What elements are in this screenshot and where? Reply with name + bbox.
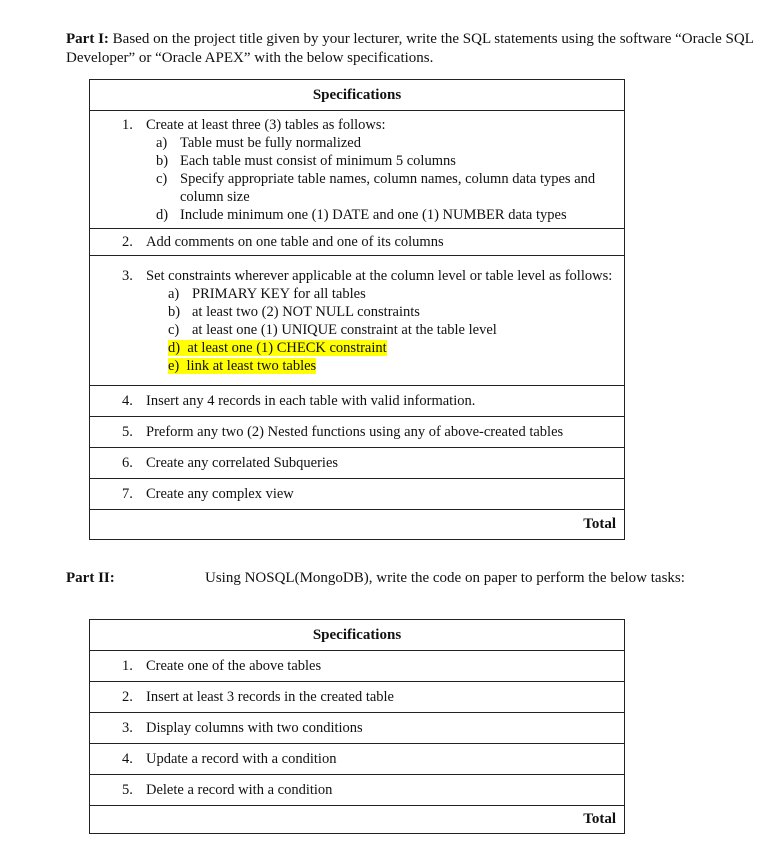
table-row bbox=[90, 479, 625, 510]
total-label: Total bbox=[90, 510, 625, 540]
item-text: Add comments on one table and one of its columns bbox=[146, 234, 444, 250]
specifications-header: Specifications bbox=[90, 620, 625, 651]
item-number: 2. bbox=[122, 689, 133, 705]
total-label: Total bbox=[90, 806, 625, 834]
sub-item: c) at least one (1) UNIQUE constraint at the table level bbox=[168, 321, 497, 338]
sub-item: a) PRIMARY KEY for all tables bbox=[168, 285, 366, 302]
table-row bbox=[90, 111, 625, 229]
part2-label: Part II: bbox=[66, 570, 115, 586]
spec-item-5 bbox=[90, 781, 624, 799]
item-number: 3. bbox=[122, 720, 133, 736]
spec-item-3 bbox=[90, 267, 624, 375]
item-text: Set constraints wherever applicable at the column level or table level as follows: bbox=[146, 267, 613, 284]
spec-item-4 bbox=[90, 392, 624, 410]
item-number: 4. bbox=[122, 393, 133, 409]
item-number: 5. bbox=[122, 424, 133, 440]
table-row bbox=[90, 651, 625, 682]
item-number: 7. bbox=[122, 486, 133, 502]
part1-spec-table bbox=[89, 79, 625, 540]
part1-intro-text: Based on the project title given by your lecturer, write the SQL statements using the software “Oracle SQL Developer” or “Oracle APEX” with the below specifications. bbox=[66, 31, 754, 66]
spec-item-2 bbox=[90, 688, 624, 706]
table-row bbox=[90, 256, 625, 386]
sub-item: b) at least two (2) NOT NULL constraints bbox=[168, 303, 420, 320]
sub-item-highlighted: d) at least one (1) CHECK constraint bbox=[168, 339, 387, 356]
table-row bbox=[90, 775, 625, 806]
item-text: Create one of the above tables bbox=[146, 658, 322, 674]
item-number: 1. bbox=[122, 116, 133, 133]
item-number: 4. bbox=[122, 751, 133, 767]
table-row bbox=[90, 744, 625, 775]
spec-item-5 bbox=[90, 423, 624, 441]
table-header-row bbox=[90, 80, 625, 111]
item-text: Display columns with two conditions bbox=[146, 720, 363, 736]
item-text: Delete a record with a condition bbox=[146, 782, 333, 798]
specifications-header: Specifications bbox=[90, 80, 625, 111]
total-row bbox=[90, 806, 625, 834]
spec-item-4 bbox=[90, 750, 624, 768]
sub-item-highlighted: e) link at least two tables bbox=[168, 357, 317, 374]
table-row bbox=[90, 229, 625, 256]
sub-item: a) Table must be fully normalized bbox=[156, 134, 361, 151]
table-row bbox=[90, 417, 625, 448]
spec-item-7 bbox=[90, 485, 624, 503]
spec-item-2 bbox=[90, 233, 624, 251]
item-number: 2. bbox=[122, 234, 133, 250]
part1-label: Part I: bbox=[66, 31, 109, 47]
item-number: 5. bbox=[122, 782, 133, 798]
table-row bbox=[90, 448, 625, 479]
item-text: Create at least three (3) tables as follows: bbox=[146, 116, 386, 133]
part1-intro bbox=[66, 30, 756, 68]
part2-spec-table bbox=[89, 619, 625, 834]
item-text: Update a record with a condition bbox=[146, 751, 337, 767]
spec-item-1 bbox=[90, 116, 624, 224]
sub-item: c) Specify appropriate table names, column names, column data types and column size bbox=[156, 170, 596, 205]
sub-item: d) Include minimum one (1) DATE and one (1) NUMBER data types bbox=[156, 206, 567, 223]
item-number: 3. bbox=[122, 267, 133, 284]
total-row bbox=[90, 510, 625, 540]
spec-item-3 bbox=[90, 719, 624, 737]
table-row bbox=[90, 682, 625, 713]
item-text: Insert any 4 records in each table with valid information. bbox=[146, 393, 476, 409]
item-text: Insert at least 3 records in the created table bbox=[146, 689, 394, 705]
part2-intro: Using NOSQL(MongoDB), write the code on paper to perform the below tasks: bbox=[205, 570, 685, 586]
spec-item-6 bbox=[90, 454, 624, 472]
item-text: Create any complex view bbox=[146, 486, 294, 502]
table-header-row bbox=[90, 620, 625, 651]
item-number: 6. bbox=[122, 455, 133, 471]
item-number: 1. bbox=[122, 658, 133, 674]
table-row bbox=[90, 713, 625, 744]
table-row bbox=[90, 386, 625, 417]
item-text: Create any correlated Subqueries bbox=[146, 455, 339, 471]
spec-item-1 bbox=[90, 657, 624, 675]
sub-item: b) Each table must consist of minimum 5 columns bbox=[156, 152, 456, 169]
item-text: Preform any two (2) Nested functions using any of above-created tables bbox=[146, 424, 564, 440]
